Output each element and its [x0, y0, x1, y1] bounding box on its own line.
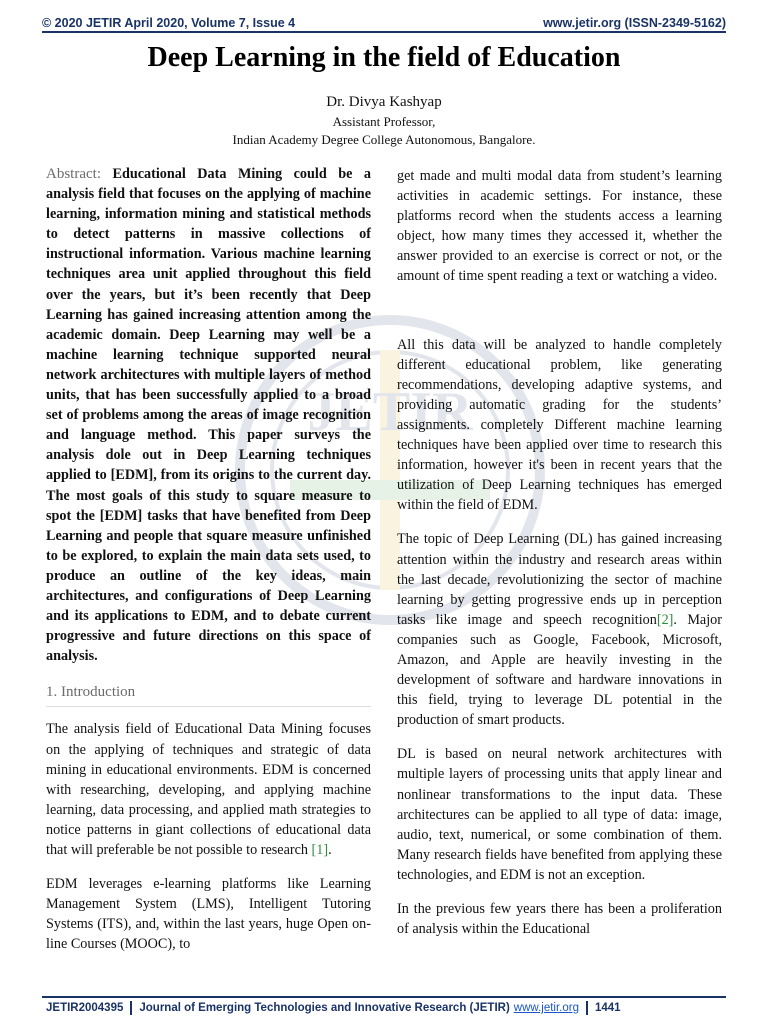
intro-paragraph-1 [46, 719, 371, 860]
abstract [46, 164, 371, 666]
footer-divider [42, 996, 726, 998]
running-header [42, 6, 726, 30]
abstract-label: Abstract: [46, 166, 101, 182]
header-issue-info: © 2020 JETIR April 2020, Volume 7, Issue 4 [42, 16, 296, 30]
watermark-text: JETIR [307, 381, 473, 443]
right-paragraph-5: In the previous few years there has been a proliferation of analysis within the Educational [397, 901, 722, 938]
right-paragraph-3 [397, 529, 722, 730]
right-column [397, 166, 722, 953]
author-name: Dr. Divya Kashyap [326, 94, 442, 110]
right-p3-text: The topic of Deep Learning (DL) has gained increasing attention within the industry and research areas within the last decade, revolutionizing the sector of machine learning by getting progressive ends up in perception tasks like image and speech recognition [397, 531, 722, 628]
author-affiliation: Indian Academy Degree College Autonomous, Bangalore. [232, 132, 536, 147]
paper-title: Deep Learning in the field of Education [147, 42, 621, 73]
right-paragraph-2: All this data will be analyzed to handle completely different educational problem, like generating recommendations, developing adaptive systems, and providing automatic grading for the students’ assignments. completely Different machine learning techniques have been applied over time to research this information, however it's been in recent years that the utilization of Deep Learning techniques has emerged within the field of EDM. [397, 336, 722, 514]
footer-page-number: 1441 [594, 1002, 621, 1014]
right-paragraph-4: DL is based on neural network architectures with multiple layers of processing units that apply linear and nonlinear transformations to the input data. These architectures can be applied to all type of data: image, audio, text, numerical, or some combination of them. Many research fields have benefited from applying these technologies, and EDM is not an exception. [397, 746, 722, 883]
right-p3-end: . Major companies such as Google, Facebook, Microsoft, Amazon, and Apple are heavily investing in the development of software and hardware innovations in this field, trying to leverage DL potential in the production of smart products. [397, 611, 722, 729]
intro-p1-text: The analysis field of Educational Data Mining focuses on the applying of techniques and strategic of data mining in educational environments. EDM is concerned with researching, developing, and applying machine learning, data processing, and applied math strategies to notice patterns in giant collections of educational data that will preferable be not possible to research [46, 721, 371, 858]
footer-journal-link[interactable]: www.jetir.org [513, 1002, 579, 1014]
footer-separator [586, 1001, 588, 1015]
citation-link-2[interactable]: [2] [656, 611, 674, 628]
running-footer [46, 999, 726, 1017]
footer-separator [130, 1001, 132, 1015]
citation-link-1[interactable]: [1] [311, 842, 329, 858]
footer-journal-name: Journal of Emerging Technologies and Innovative Research (JETIR) [139, 1002, 510, 1014]
header-journal-url: www.jetir.org (ISSN-2349-5162) [543, 16, 726, 30]
section-heading-introduction: 1. Introduction [46, 682, 371, 707]
right-paragraph-1: get made and multi modal data from student’s learning activities in academic settings. For instance, these platforms record when the students access a learning object, how many times they accessed it, whether the answer provided to an exercise is correct or not, or the amount of time spent reading a text or watching a video. [397, 168, 722, 285]
abstract-text: Educational Data Mining could be a analysis field that focuses on the applying of machine learning, information mining and statistical methods to detect patterns in massive collections of instructional information. Various machine learning techniques area unit applied throughout this field over the years, but it’s been recently that Deep Learning has gained increasing attention among the academic domain. Deep Learning may well be a machine learning technique supported neural network architectures with multiple layers of method units, that has been successfully applied to a broad set of problems among the areas of image recognition and language method. This paper surveys the analysis dole out in Deep Learning techniques applied to [EDM], from its origins to the current day. The most goals of this study to square measure to spot the [EDM] tasks that have benefited from Deep Learning and people that square measure unfinished to be explored, to explain the main data sets used, to produce an outline of the key ideas, main architectures, and configurations of Deep Learning and its applications to EDM, and to debate current progressive and future directions on this space of analysis. [46, 166, 371, 665]
author-position: Assistant Professor, [332, 114, 436, 129]
left-column [46, 164, 371, 968]
intro-p1-end: . [328, 842, 332, 858]
header-divider [42, 31, 726, 33]
footer-paper-id: JETIR2004395 [46, 1002, 124, 1014]
intro-paragraph-2: EDM leverages e-learning platforms like Learning Management System (LMS), Intelligent Tutoring Systems (ITS), and, within the last years, huge Open on-line Courses (MOOC), to [46, 876, 371, 953]
